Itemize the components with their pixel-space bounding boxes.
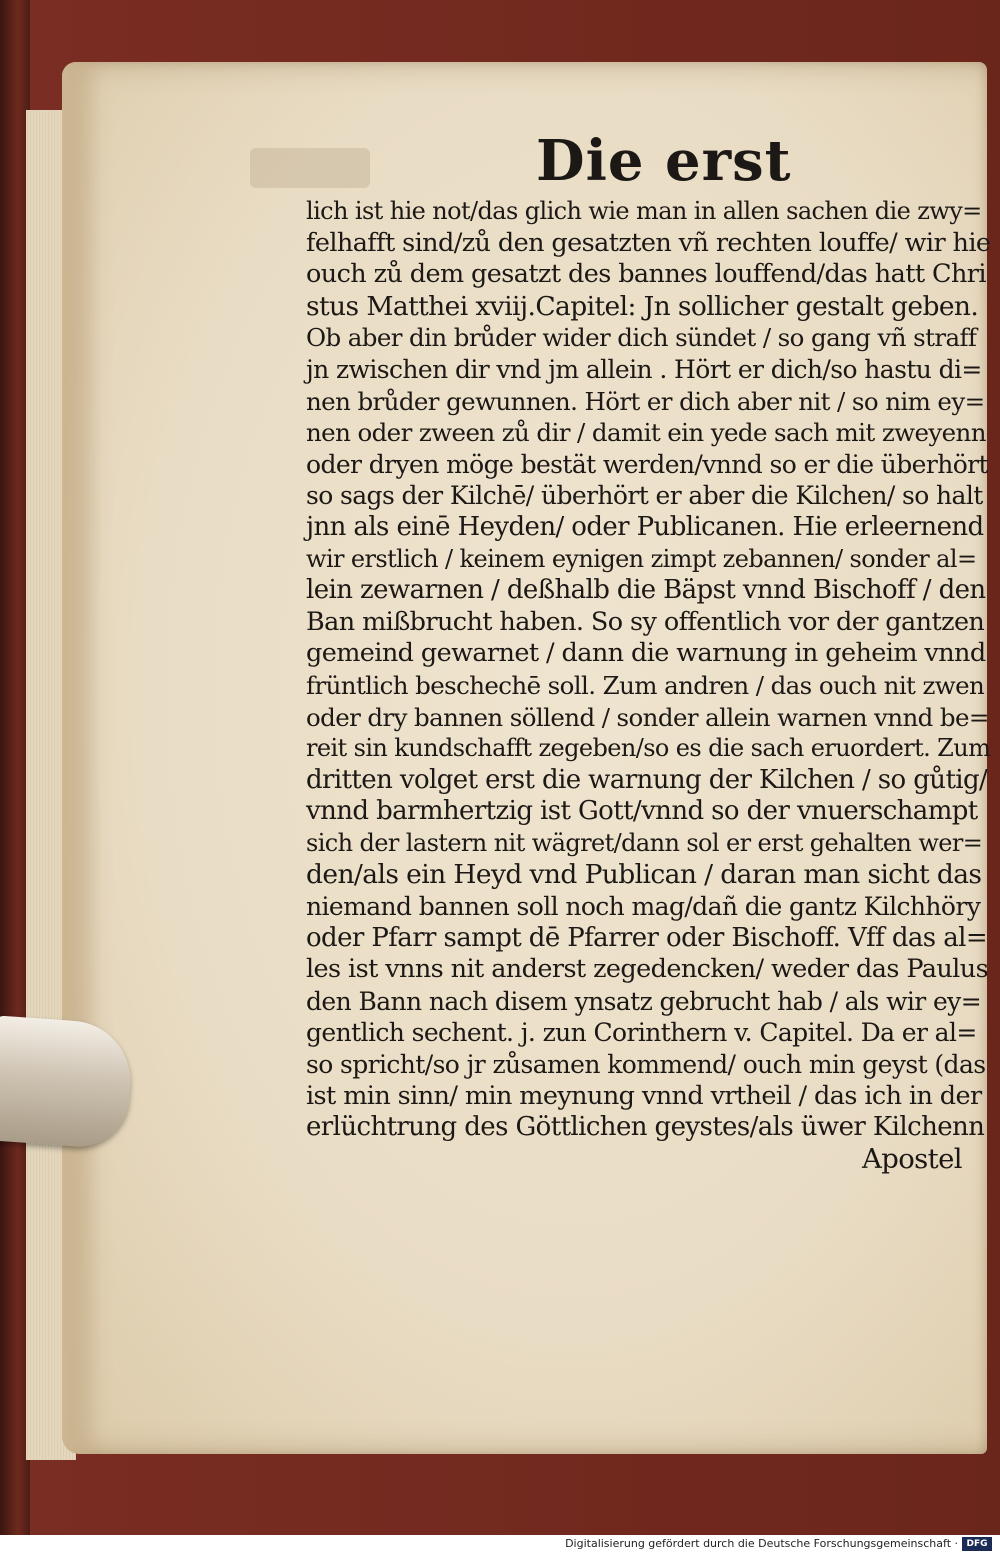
text-line: ist min sinn/ min meynung vnnd vrtheil / das ich in der <box>306 1080 982 1111</box>
dfg-logo: DFG <box>962 1537 992 1551</box>
text-line: lich ist hie not/das glich wie man in allen sachen die zwy= <box>306 197 982 225</box>
text-line: den Bann nach disem ynsatz gebrucht hab / als wir ey= <box>306 986 982 1016</box>
text-line: ouch zů dem gesatzt des bannes louffend/das hatt Chri <box>306 259 986 290</box>
text-line: reit sin kundschafft zegeben/so es die sach eruordert. Zum <box>306 734 991 763</box>
text-line: früntlich beschechē soll. Zum andren / das ouch nit zwen <box>306 670 985 700</box>
text-line: Ban mißbrucht haben. So sy offentlich vor der gantzen <box>306 606 985 637</box>
text-line: vnnd barmhertzig ist Gott/vnnd so der vnuerschampt <box>306 796 978 827</box>
text-line: den/als ein Heyd vnd Publican / daran man sicht das <box>306 859 982 891</box>
text-line: erlüchtrung des Göttlichen geystes/als üwer Kilchenn <box>306 1112 985 1143</box>
page-gutter-shadow <box>62 62 102 1454</box>
text-line: oder dryen möge bestät werden/vnnd so er die überhört <box>306 449 988 479</box>
catchword: Apostel <box>861 1142 962 1175</box>
text-line: nen oder zween zů dir / damit ein yede sach mit zweyenn <box>306 418 986 448</box>
text-line: so sags der Kilchē/ überhört er aber die Kilchen/ so halt <box>306 481 983 511</box>
text-line: gentlich sechent. j. zun Corinthern v. Capitel. Da er al= <box>306 1018 977 1048</box>
text-line: so spricht/so jr zůsamen kommend/ ouch min geyst (das <box>306 1050 986 1080</box>
text-line: stus Matthei xviij.Capitel: Jn sollicher gestalt geben. <box>306 290 979 322</box>
text-block <box>306 196 990 1175</box>
text-line: wir erstlich / keinem eynigen zimpt zebannen/ sonder al= <box>306 544 977 573</box>
text-line: Ob aber din brůder wider dich sündet / so gang vñ straff <box>306 323 977 353</box>
footer-bar <box>0 1535 1000 1554</box>
text-line: niemand bannen soll noch mag/dañ die gantz Kilchhöry <box>306 892 981 922</box>
text-line: gemeind gewarnet / dann die warnung in geheim vnnd <box>306 638 986 669</box>
text-line: oder dry bannen söllend / sonder allein warnen vnnd be= <box>306 702 989 732</box>
text-line: dritten volget erst die warnung der Kilchen / so gůtig/ <box>306 764 988 795</box>
faded-mark <box>250 148 370 188</box>
text-line: jn zwischen dir vnd jm allein . Hört er dich/so hastu di= <box>306 354 982 384</box>
text-line: lein zewarnen / deßhalb die Bäpst vnnd Bischoff / den <box>306 575 986 606</box>
text-line: les ist vnns nit anderst zegedencken/ weder das Paulus <box>306 954 989 985</box>
text-line: nen brůder gewunnen. Hört er dich aber nit / so nim ey= <box>306 386 985 416</box>
text-line: jnn als einē Heyden/ oder Publicanen. Hie erleernend <box>306 511 984 542</box>
funding-credit: Digitalisierung gefördert durch die Deutsche Forschungsgemeinschaft · <box>565 1537 958 1550</box>
text-line: oder Pfarr sampt dē Pfarrer oder Bischoff. Vff das al= <box>306 922 988 953</box>
text-line: felhafft sind/zů den gesatzten vñ rechten louffe/ wir hie <box>306 227 991 258</box>
text-line: sich der lastern nit wägret/dann sol er erst gehalten wer= <box>306 828 983 857</box>
running-header: Die erst <box>536 128 792 194</box>
